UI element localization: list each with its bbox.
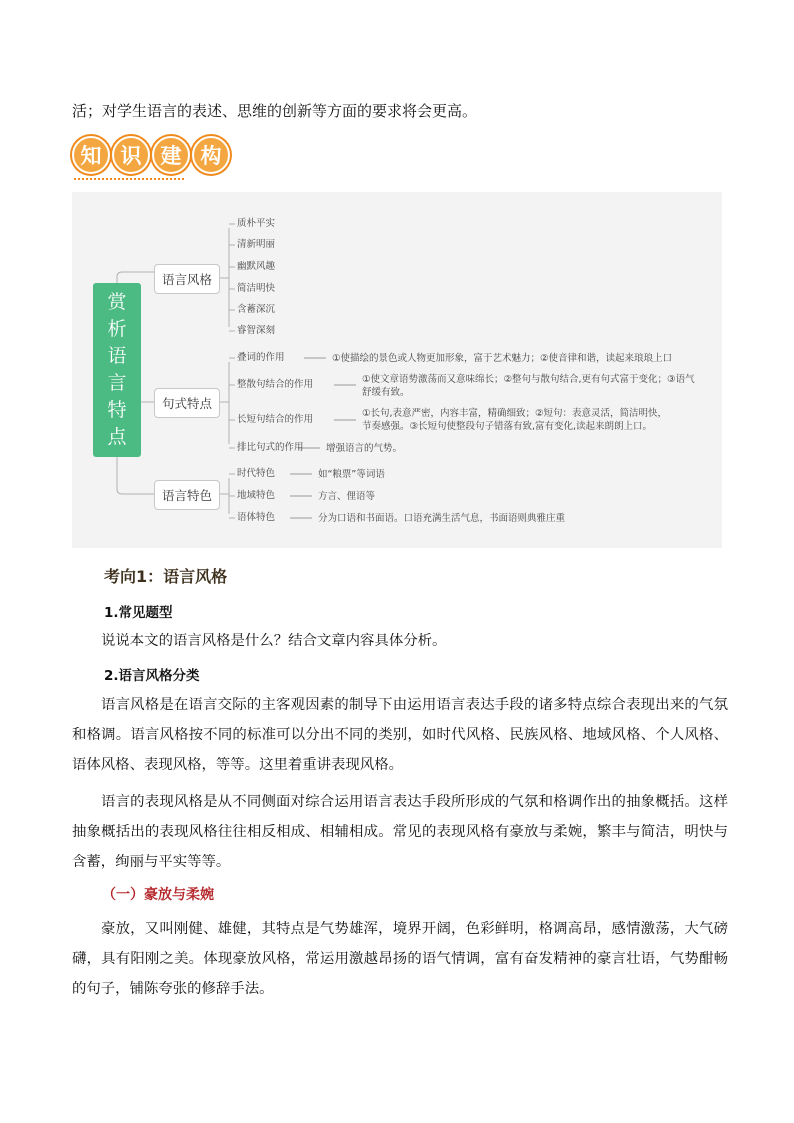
paragraph: 语言的表现风格是从不同侧面对综合运用语言表达手段所形成的气氛和格调作出的抽象概括。这样抽象概括出的表现风格往往相反相成、相辅相成。常见的表现风格有豪放与柔婉，繁丰与简洁，明快与含蓄，绚丽与平实等等。 xyxy=(72,794,728,870)
subheading-style-classes: 2.语言风格分类 xyxy=(104,668,200,684)
section-banner xyxy=(72,134,232,176)
banner-char: 识 xyxy=(112,136,150,174)
leaf-description: 分为口语和书面语。口语充满生活气息，书面语则典雅庄重 xyxy=(318,513,566,524)
banner-char: 建 xyxy=(152,136,190,174)
root-char: 言 xyxy=(107,372,127,394)
root-char: 特 xyxy=(107,399,127,421)
leaf: 语体特色 xyxy=(237,512,276,523)
leaf: 整散句结合的作用 xyxy=(237,379,314,390)
root-char: 语 xyxy=(107,345,127,367)
connector xyxy=(229,358,235,448)
leaf-description: 方言、俚语等 xyxy=(318,491,376,502)
section-heading xyxy=(104,564,227,587)
connector xyxy=(229,474,235,518)
leaf: 排比句式的作用 xyxy=(237,442,304,453)
subheading-question-type: 1.常见题型 xyxy=(104,605,173,621)
leaf: 清新明丽 xyxy=(237,239,276,250)
category-style: 语言风格 xyxy=(154,264,220,294)
banner-char: 知 xyxy=(72,136,110,174)
connector xyxy=(117,272,154,283)
connector xyxy=(117,457,154,494)
leaf: 地域特色 xyxy=(237,490,276,501)
heading-prefix: 考向 xyxy=(104,567,137,586)
leaf-description: ①使描绘的景色或人物更加形象，富于艺术魅力；②使音律和谐，读起来琅琅上口 xyxy=(332,353,673,364)
heading-title: 语言风格 xyxy=(163,567,228,586)
leaf-description: 如“粮票”等词语 xyxy=(318,469,385,480)
subsection-heading: （一）豪放与柔婉 xyxy=(102,887,214,903)
leaf: 时代特色 xyxy=(237,468,276,479)
question-text: 说说本文的语言风格是什么？结合文章内容具体分析。 xyxy=(101,633,447,649)
mind-map xyxy=(72,192,722,548)
leaf: 叠词的作用 xyxy=(237,352,285,363)
intro-line: 活；对学生语言的表述、思维的创新等方面的要求将会更高。 xyxy=(72,102,478,120)
leaf: 质朴平实 xyxy=(237,218,276,229)
leaf-description: 增强语言的气势。 xyxy=(326,443,403,454)
leaf-description: ①使文章语势激荡而又意味绵长；②整句与散句结合,更有句式富于变化；③语气舒缓有致。 xyxy=(362,374,695,398)
root-char: 赏 xyxy=(107,291,127,313)
leaf: 睿智深刻 xyxy=(237,325,276,336)
root-char: 点 xyxy=(107,426,127,448)
leaf: 幽默风趣 xyxy=(237,261,276,272)
leaf: 长短句结合的作用 xyxy=(237,414,314,425)
leaf-description: ①长句,表意严密，内容丰富，精确细致；②短句：表意灵活，简洁明快，节奏感强。③长短句使整段句子错落有致,富有变化,读起来朗朗上口。 xyxy=(362,408,668,432)
banner-char: 构 xyxy=(192,136,230,174)
category-feature: 语言特色 xyxy=(154,480,220,510)
banner-underline xyxy=(74,178,184,180)
leaf: 简洁明快 xyxy=(237,283,276,294)
leaf: 含蓄深沉 xyxy=(237,304,276,315)
root-char: 析 xyxy=(107,318,127,340)
heading-number: 1： xyxy=(136,567,164,586)
mind-map-root xyxy=(93,283,141,457)
category-sentence: 句式特点 xyxy=(154,388,220,418)
paragraph: 豪放，又叫刚健、雄健，其特点是气势雄浑，境界开阔，色彩鲜明，格调高昂，感情激荡，大气磅礴，具有阳刚之美。体现豪放风格，常运用激越昂扬的语气情调，富有奋发精神的豪言壮语，气势酣畅的句子，铺陈夸张的修辞手法。 xyxy=(72,921,728,997)
paragraph: 语言风格是在语言交际的主客观因素的制导下由运用语言表达手段的诸多特点综合表现出来的气氛和格调。语言风格按不同的标准可以分出不同的类别，如时代风格、民族风格、地域风格、个人风格、语体风格、表现风格，等等。这里着重讲表现风格。 xyxy=(72,697,728,773)
connector xyxy=(229,224,235,331)
